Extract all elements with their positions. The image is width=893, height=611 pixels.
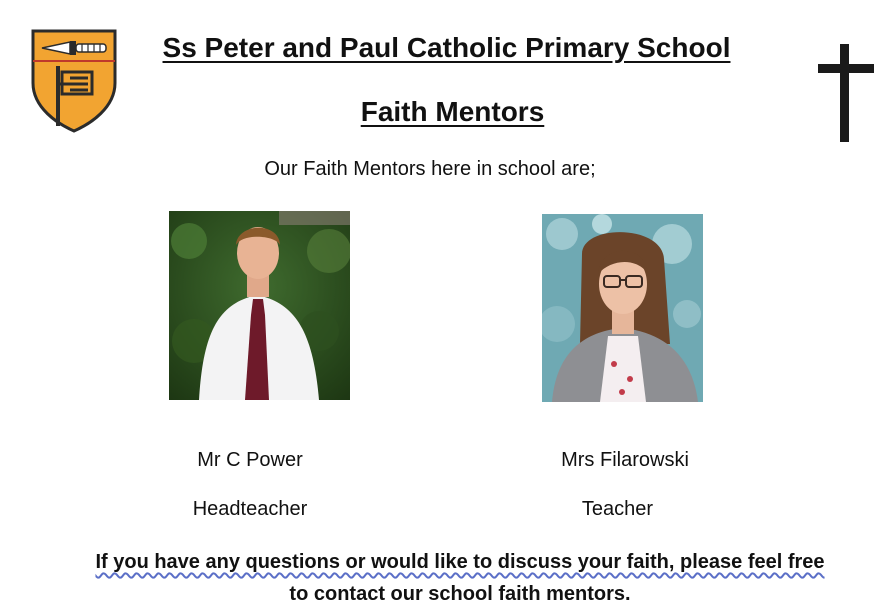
mentor-name: Mr C Power (197, 449, 303, 471)
page-subtitle: Faith Mentors (360, 96, 545, 127)
intro-text: Our Faith Mentors here in school are; (264, 158, 596, 180)
mentor-photo-mrs-filarowski (542, 214, 703, 402)
mentor-role: Headteacher (192, 498, 308, 520)
page-title: Ss Peter and Paul Catholic Primary School (162, 32, 731, 63)
mentor-role: Teacher (581, 498, 654, 520)
footer-message (60, 546, 860, 610)
footer-line-1: If you have any questions or would like to discuss your faith, please feel free (95, 551, 825, 573)
footer-line-2: to contact our school faith mentors. (289, 583, 631, 605)
mentor-name: Mrs Filarowski (561, 449, 689, 471)
mentor-photo-mr-power (169, 211, 350, 400)
